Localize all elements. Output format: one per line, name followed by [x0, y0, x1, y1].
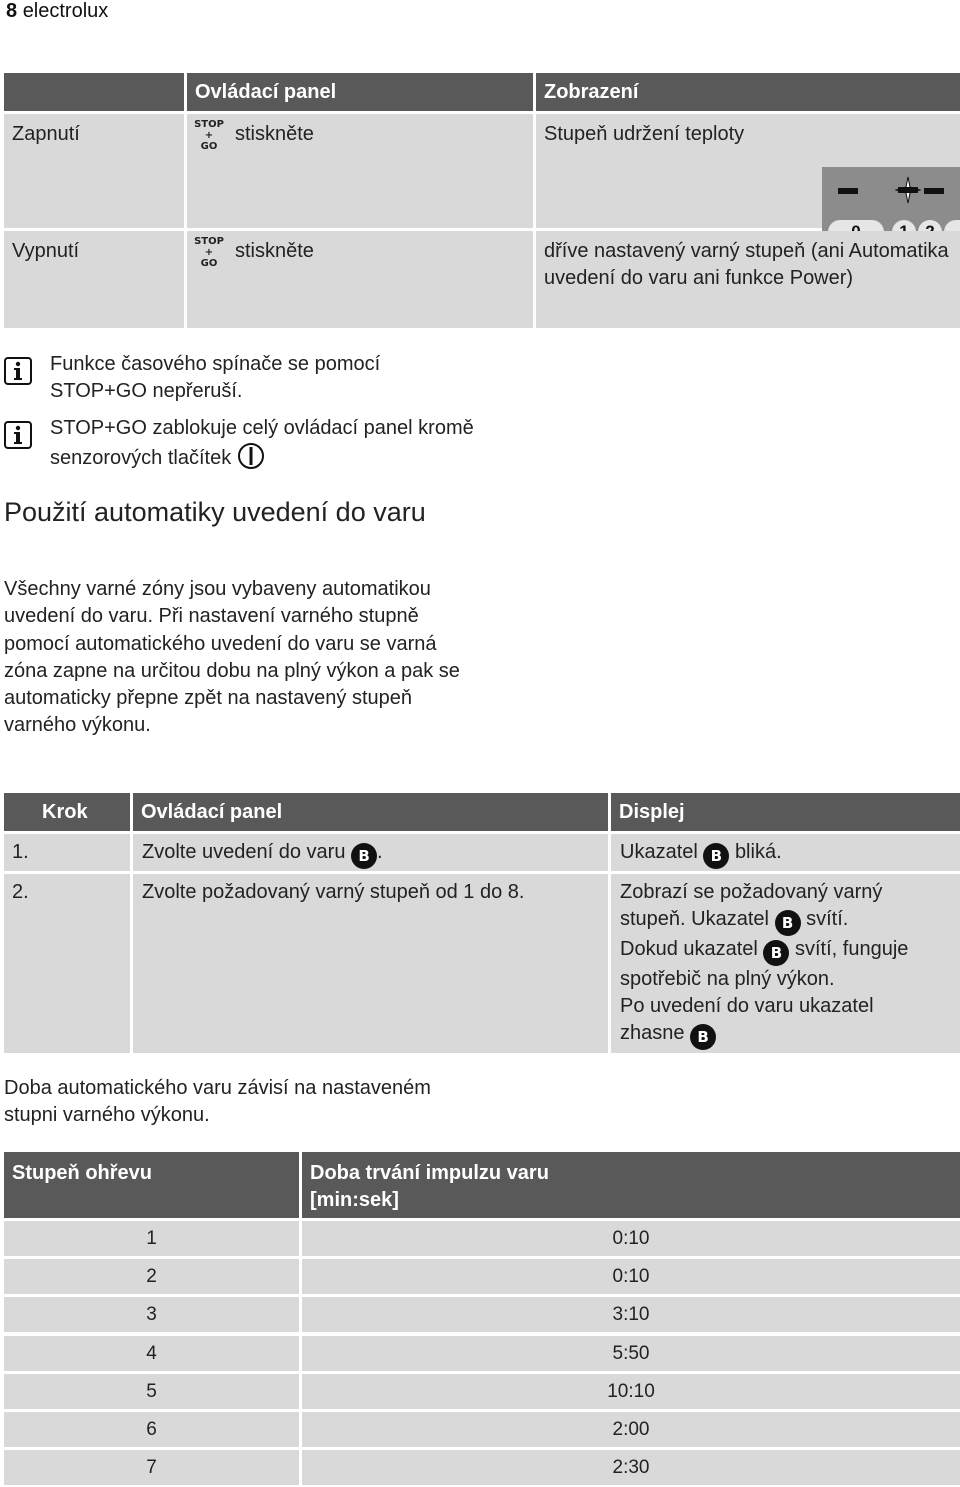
step2-instruction: Zvolte požadovaný varný stupeň od 1 do 8. — [142, 881, 525, 903]
table-row-level: 6 — [4, 1412, 299, 1447]
table-row-level: 2 — [4, 1259, 299, 1294]
table2-row1-step-cell — [4, 834, 130, 871]
table2-row1-control-cell — [133, 834, 608, 871]
table2-header-display: Displej — [611, 793, 960, 831]
display-line-part: svítí, funguje — [795, 938, 909, 960]
stop-go-icon — [192, 236, 226, 272]
step1-control-text — [142, 839, 383, 869]
table-row-duration: 2:30 — [302, 1450, 960, 1485]
table3-header-level: Stupeň ohřevu — [4, 1152, 299, 1218]
b-indicator-icon: B — [703, 843, 729, 869]
note-lock — [50, 415, 490, 472]
dash-right — [924, 188, 944, 194]
display-text-keep-warm: Stupeň udržení teploty — [544, 123, 745, 145]
display-text-previous: dříve nastavený varný stupeň (ani Automatika uvedení do varu ani funkce Power) — [544, 240, 949, 289]
press-text: stiskněte — [235, 240, 314, 262]
table3-header-duration-text: Doba trvání impulzu varu [min:sek] — [310, 1162, 549, 1211]
section-title: Použití automatiky uvedení do varu — [4, 497, 426, 527]
table1-row1-control-cell — [187, 114, 533, 228]
table1-row1-display-cell — [536, 114, 960, 228]
stop-go-icon — [192, 119, 226, 155]
control-display-table — [4, 73, 960, 328]
page-header — [6, 0, 108, 23]
stopgo-mid: + — [204, 130, 214, 141]
display-line — [620, 1020, 960, 1050]
page-number: 8 — [6, 0, 18, 22]
table2-row1-display-cell — [611, 834, 960, 871]
b-indicator-icon: B — [775, 910, 801, 936]
table-row-duration: 3:10 — [302, 1297, 960, 1332]
stopgo-top: STOP — [194, 119, 224, 130]
table2-row2-control-cell — [133, 874, 608, 1053]
power-sensor-icon — [237, 442, 265, 470]
display-line-part: svítí. — [806, 908, 849, 930]
indicator-label: Ukazatel — [620, 841, 698, 863]
dash-left — [838, 188, 858, 194]
display-line: Po uvedení do varu ukazatel — [620, 995, 874, 1017]
table2-header-control: Ovládací panel — [133, 793, 608, 831]
stopgo-bottom: GO — [200, 258, 218, 269]
info-icon — [4, 421, 32, 449]
boil-duration-note: Doba automatického varu závisí na nastaveném stupni varného výkonu. — [4, 1077, 431, 1126]
note-lock-text: STOP+GO zablokuje celý ovládací panel kromě senzorových tlačítek — [50, 417, 474, 469]
table1-row2-label-cell — [4, 231, 184, 328]
table2-row2-step-cell — [4, 874, 130, 1053]
table2-header-step: Krok — [4, 793, 130, 831]
table1-row2-display-cell — [536, 231, 960, 328]
table-row-level: 7 — [4, 1450, 299, 1485]
table-row-level: 5 — [4, 1374, 299, 1409]
step-number: 2. — [12, 881, 29, 903]
table1-row1-label-cell — [4, 114, 184, 228]
step1-display-text — [620, 839, 782, 869]
table-row-duration: 10:10 — [302, 1374, 960, 1409]
table-row-level: 3 — [4, 1297, 299, 1332]
section-paragraph: Všechny varné zóny jsou vybaveny automatikou uvedení do varu. Při nastavení varného stupně pomocí automatického uvedení do varu se varná zóna zapne na určitou dobu na plný výkon a pak se automaticky přepne zpět na nastavený stupeň varného výkonu. — [4, 578, 460, 737]
row-label-off: Vypnutí — [12, 240, 80, 262]
display-line: Zobrazí se požadovaný varný — [620, 881, 883, 903]
table2-row2-display-cell — [611, 874, 960, 1053]
brand-name: electrolux — [22, 0, 109, 22]
display-line — [620, 936, 960, 966]
table-row-duration: 0:10 — [302, 1259, 960, 1294]
blink-dash-icon — [894, 175, 922, 205]
stopgo-top: STOP — [194, 236, 224, 247]
display-line — [620, 906, 960, 936]
display-line-part: Dokud ukazatel — [620, 938, 758, 960]
indicator-state: bliká. — [734, 841, 782, 863]
step1-instruction: Zvolte uvedení do varu — [142, 841, 346, 863]
press-text: stiskněte — [235, 123, 314, 145]
note-timer: Funkce časového spínače se pomocí STOP+GO nepřeruší. — [50, 353, 381, 402]
b-indicator-icon: B — [763, 940, 789, 966]
table-row-duration: 2:00 — [302, 1412, 960, 1447]
table-row-duration: 0:10 — [302, 1221, 960, 1256]
row-label-on: Zapnutí — [12, 123, 80, 145]
b-indicator-icon: B — [690, 1024, 716, 1050]
display-line-part: zhasne — [620, 1022, 685, 1044]
table-row-duration: 5:50 — [302, 1336, 960, 1371]
step-number: 1. — [12, 841, 29, 863]
display-line: spotřebič na plný výkon. — [620, 968, 835, 990]
table1-row2-control-cell — [187, 231, 533, 328]
table1-header-control: Ovládací panel — [187, 73, 533, 111]
period: . — [377, 841, 383, 863]
display-line-part: stupeň. Ukazatel — [620, 908, 769, 930]
table3-header-duration — [302, 1152, 960, 1218]
b-indicator-icon: B — [351, 843, 377, 869]
stopgo-mid: + — [204, 247, 214, 258]
table1-header-empty — [4, 73, 184, 111]
table1-header-display: Zobrazení — [536, 73, 960, 111]
table-row-level: 4 — [4, 1336, 299, 1371]
boil-duration-table — [4, 1152, 960, 1487]
boil-steps-table — [4, 793, 960, 1053]
table-row-level: 1 — [4, 1221, 299, 1256]
stopgo-bottom: GO — [200, 141, 218, 152]
info-icon — [4, 357, 32, 385]
step2-display-text — [620, 879, 960, 1050]
